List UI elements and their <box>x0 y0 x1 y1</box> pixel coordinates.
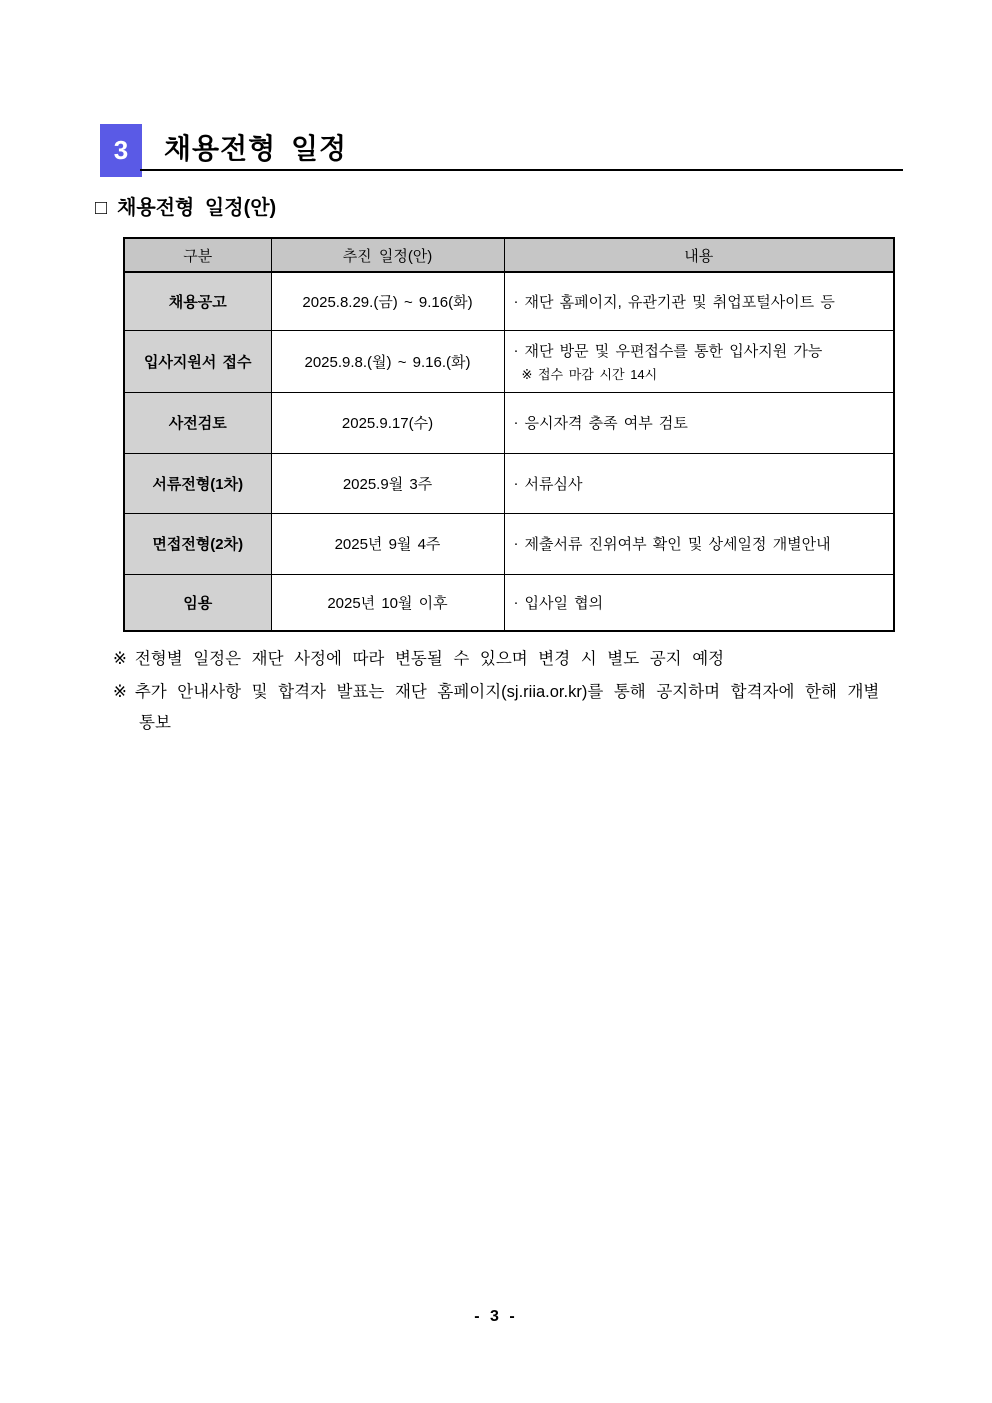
footnote-text: 전형별 일정은 재단 사정에 따라 변동될 수 있으며 변경 시 별도 공지 예정 <box>134 650 725 668</box>
dot-bullet: · <box>513 341 519 359</box>
header-content: 내용 <box>504 238 894 272</box>
section-number: 3 <box>113 135 129 165</box>
table-row <box>124 574 894 631</box>
footnote <box>113 644 905 675</box>
footnote-text: 추가 안내사항 및 합격자 발표는 재단 홈페이지(sj.riia.or.kr)를 통해 공지하며 합격자에 한해 개별 통보 <box>134 683 880 732</box>
square-bullet-marker: □ <box>95 197 108 219</box>
row-schedule: 2025.9.17(수) <box>271 392 504 453</box>
row-content <box>504 453 894 513</box>
row-schedule: 2025.9.8.(월) ~ 9.16.(화) <box>271 330 504 392</box>
page-number: - 3 - <box>474 1308 518 1325</box>
row-category: 면접전형(2차) <box>124 513 271 574</box>
row-content-text: 응시자격 충족 여부 검토 <box>524 415 688 432</box>
header-schedule: 추진 일정(안) <box>271 238 504 272</box>
row-content <box>504 272 894 330</box>
row-category: 서류전형(1차) <box>124 453 271 513</box>
row-content-text: 서류심사 <box>524 475 583 493</box>
row-content-text: 재단 방문 및 우편접수를 통한 입사지원 가능 <box>524 342 823 360</box>
row-content-text: 입사일 협의 <box>524 594 604 612</box>
table-row <box>124 272 894 330</box>
table-row <box>124 392 894 453</box>
row-content-subnote: ※ 접수 마감 시간 14시 <box>521 366 658 382</box>
section-number-badge <box>100 124 142 177</box>
row-category: 임용 <box>124 574 271 631</box>
row-schedule: 2025년 9월 4주 <box>271 513 504 574</box>
dot-bullet: · <box>513 414 519 431</box>
section-divider <box>140 169 903 171</box>
table-row <box>124 330 894 392</box>
subtitle-text: 채용전형 일정(안) <box>117 197 277 219</box>
reference-mark: ※ <box>113 650 127 668</box>
row-content-text: 제출서류 진위여부 확인 및 상세일정 개별안내 <box>524 536 831 553</box>
row-content-text: 재단 홈페이지, 유관기관 및 취업포털사이트 등 <box>524 293 835 311</box>
subtitle <box>95 191 276 220</box>
table-row <box>124 513 894 574</box>
row-content <box>504 574 894 631</box>
row-schedule: 2025.9월 3주 <box>271 453 504 513</box>
schedule-table <box>123 237 895 632</box>
dot-bullet: · <box>513 474 519 492</box>
row-category: 채용공고 <box>124 272 271 330</box>
table-row <box>124 453 894 513</box>
table-header-row <box>124 238 894 272</box>
page-title: 채용전형 일정 <box>164 132 348 164</box>
row-content <box>504 330 894 392</box>
reference-mark: ※ <box>113 683 127 701</box>
row-category: 사전검토 <box>124 392 271 453</box>
row-schedule: 2025.8.29.(금) ~ 9.16(화) <box>271 272 504 330</box>
footnotes <box>113 644 905 741</box>
row-category: 입사지원서 접수 <box>124 330 271 392</box>
dot-bullet: · <box>513 292 519 310</box>
header-category: 구분 <box>124 238 271 272</box>
row-content <box>504 513 894 574</box>
dot-bullet: · <box>513 593 519 611</box>
row-schedule: 2025년 10월 이후 <box>271 574 504 631</box>
dot-bullet: · <box>513 535 519 552</box>
footnote <box>113 677 905 739</box>
row-content <box>504 392 894 453</box>
